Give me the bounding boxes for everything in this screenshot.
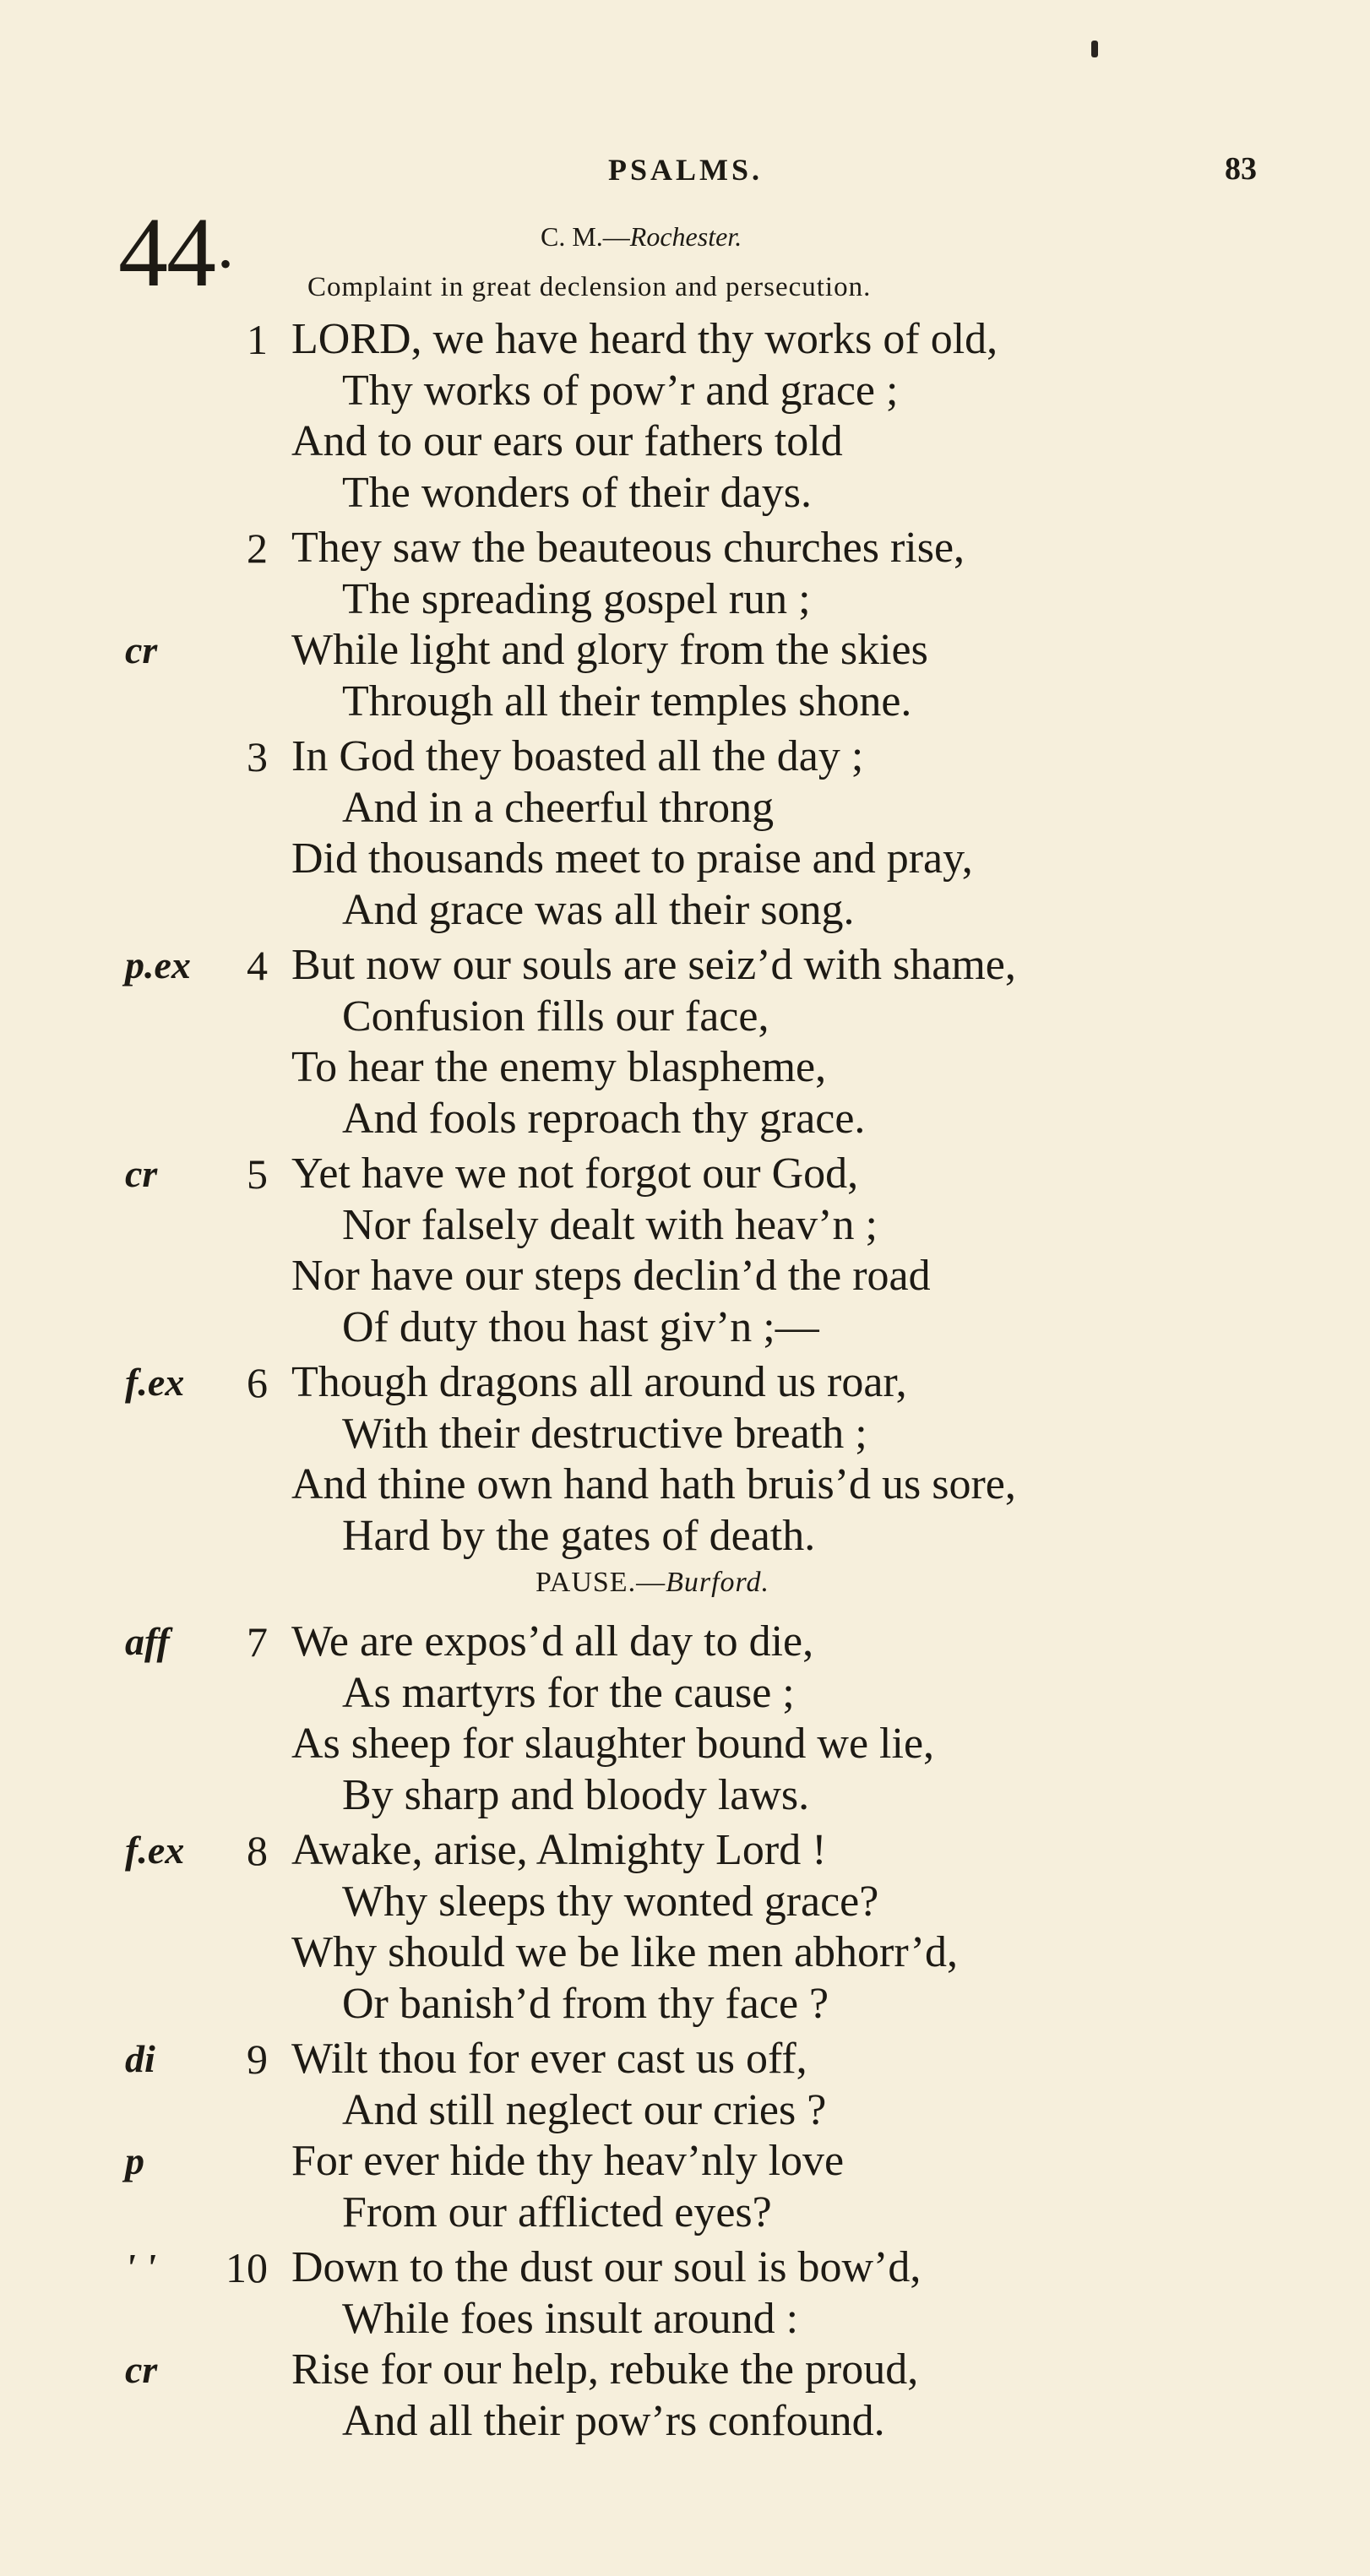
verse-line bbox=[0, 731, 1370, 782]
verse-text: Did thousands meet to praise and pray, bbox=[291, 834, 973, 883]
stanza-number: 5 bbox=[247, 1150, 268, 1198]
verse-line bbox=[0, 2242, 1370, 2293]
verse-text: Yet have we not forgot our God, bbox=[291, 1149, 859, 1198]
dynamic-mark: di bbox=[125, 2037, 155, 2080]
dynamic-mark: cr bbox=[125, 1152, 158, 1195]
stanza-number: 6 bbox=[247, 1359, 268, 1406]
verse-line bbox=[0, 1200, 1370, 1251]
dynamic-mark: f.ex bbox=[125, 1829, 185, 1872]
verse-line bbox=[0, 1409, 1370, 1459]
verse-line bbox=[0, 366, 1370, 416]
verse-line bbox=[0, 2345, 1370, 2395]
verse-text: They saw the beauteous churches rise, bbox=[291, 524, 965, 572]
verse-text: Through all their temples shone. bbox=[342, 677, 912, 726]
verse-text: And to our ears our fathers told bbox=[291, 417, 843, 465]
verse-line bbox=[0, 1979, 1370, 2030]
dynamic-mark: cr bbox=[125, 628, 158, 671]
verse-text: Why sleeps thy wonted grace? bbox=[342, 1877, 879, 1926]
verse-text: And fools reproach thy grace. bbox=[342, 1094, 866, 1143]
meter-line: C. M.—Rochester. bbox=[541, 221, 742, 252]
verse-line bbox=[0, 2136, 1370, 2187]
verse-line bbox=[0, 1149, 1370, 1199]
verse-line bbox=[0, 2187, 1370, 2238]
stanza-number: 7 bbox=[247, 1618, 268, 1666]
verse-line bbox=[0, 625, 1370, 676]
verse-line bbox=[0, 2294, 1370, 2345]
verse-line bbox=[0, 992, 1370, 1042]
stanza-number: 3 bbox=[247, 733, 268, 780]
verse-line bbox=[0, 468, 1370, 519]
stanza-number: 4 bbox=[247, 942, 268, 989]
verse-text: As sheep for slaughter bound we lie, bbox=[291, 1720, 935, 1768]
verse-text: And still neglect our cries ? bbox=[342, 2085, 827, 2134]
verse-line bbox=[0, 1251, 1370, 1302]
verse-text: LORD, we have heard thy works of old, bbox=[291, 315, 998, 363]
verse-line bbox=[0, 523, 1370, 573]
verse-text: But now our souls are seiz’d with shame, bbox=[291, 941, 1016, 989]
psalm-subject: Complaint in great declension and persecution. bbox=[307, 272, 872, 302]
verse-line bbox=[0, 940, 1370, 991]
verse-text: We are expos’d all day to die, bbox=[291, 1617, 814, 1666]
ink-speck bbox=[1091, 41, 1098, 57]
running-header-title: PSALMS. bbox=[608, 153, 764, 187]
meter: C. M. bbox=[541, 221, 603, 252]
dynamic-mark: f.ex bbox=[125, 1361, 185, 1404]
dynamic-mark: p bbox=[125, 2139, 144, 2182]
verse-line bbox=[0, 885, 1370, 936]
verse-text: In God they boasted all the day ; bbox=[291, 732, 864, 780]
verse-line bbox=[0, 1094, 1370, 1144]
verse-text: And all their pow’rs confound. bbox=[342, 2396, 885, 2445]
psalm-number-text: 44 bbox=[118, 197, 215, 307]
dynamic-mark: aff bbox=[125, 1620, 170, 1663]
stanza-number: 8 bbox=[247, 1827, 268, 1874]
verse-text: And in a cheerful throng bbox=[342, 783, 775, 832]
verse-text: Confusion fills our face, bbox=[342, 992, 769, 1041]
verse-line bbox=[0, 1927, 1370, 1978]
verse-line bbox=[0, 1877, 1370, 1927]
stanza-number: 10 bbox=[226, 2244, 268, 2291]
verse-text: Of duty thou hast giv’n ;— bbox=[342, 1302, 819, 1351]
verse-text: For ever hide thy heav’nly love bbox=[291, 2137, 845, 2185]
verse-text: Why should we be like men abhorr’d, bbox=[291, 1928, 958, 1976]
verse-line bbox=[0, 1825, 1370, 1876]
pause-line: PAUSE.—Burford. bbox=[535, 1567, 769, 1598]
verse-text: Down to the dust our soul is bow’d, bbox=[291, 2243, 921, 2291]
verse-line bbox=[0, 1357, 1370, 1408]
verse-line bbox=[0, 1459, 1370, 1510]
verse-line bbox=[0, 2034, 1370, 2084]
verse-line bbox=[0, 416, 1370, 467]
verse-text: Rise for our help, rebuke the proud, bbox=[291, 2345, 919, 2394]
dynamic-mark: cr bbox=[125, 2348, 158, 2391]
verse-line bbox=[0, 1302, 1370, 1353]
verse-text: While light and glory from the skies bbox=[291, 626, 928, 674]
verse-line bbox=[0, 677, 1370, 727]
verse-text: As martyrs for the cause ; bbox=[342, 1668, 795, 1717]
verse-line bbox=[0, 1770, 1370, 1821]
stanza-number: 2 bbox=[247, 524, 268, 572]
dynamic-mark: ' ' bbox=[125, 2246, 157, 2289]
tune-name: Rochester. bbox=[629, 221, 742, 252]
pause-label: PAUSE. bbox=[535, 1567, 637, 1598]
verse-text: Nor falsely dealt with heav’n ; bbox=[342, 1200, 878, 1249]
verse-text: And thine own hand hath bruis’d us sore, bbox=[291, 1460, 1016, 1508]
verse-text: And grace was all their song. bbox=[342, 885, 855, 934]
verse-text: The spreading gospel run ; bbox=[342, 574, 811, 623]
verse-text: With their destructive breath ; bbox=[342, 1409, 867, 1458]
page-number: 83 bbox=[1225, 151, 1257, 187]
dynamic-mark: p.ex bbox=[125, 943, 191, 986]
verse-text: While foes insult around : bbox=[342, 2294, 799, 2343]
verse-line bbox=[0, 2085, 1370, 2136]
verse-text: The wonders of their days. bbox=[342, 468, 812, 517]
verse-line bbox=[0, 1042, 1370, 1093]
verse-line bbox=[0, 1719, 1370, 1769]
verse-text: Awake, arise, Almighty Lord ! bbox=[291, 1826, 827, 1874]
verse-line bbox=[0, 1668, 1370, 1719]
verse-text: Thy works of pow’r and grace ; bbox=[342, 366, 899, 415]
pause-tune: Burford. bbox=[666, 1567, 769, 1598]
verse-text: Or banish’d from thy face ? bbox=[342, 1979, 829, 2028]
stanza-number: 9 bbox=[247, 2035, 268, 2083]
verse-text: Wilt thou for ever cast us off, bbox=[291, 2035, 807, 2083]
verse-text: By sharp and bloody laws. bbox=[342, 1770, 810, 1819]
verse-line bbox=[0, 314, 1370, 365]
verse-line bbox=[0, 1617, 1370, 1667]
stanza-number: 1 bbox=[247, 316, 268, 363]
verse-line bbox=[0, 574, 1370, 625]
verse-text: Nor have our steps declin’d the road bbox=[291, 1252, 931, 1300]
verse-text: Though dragons all around us roar, bbox=[291, 1358, 907, 1406]
psalm-number: 44 • bbox=[118, 197, 231, 307]
verse-line bbox=[0, 783, 1370, 834]
verse-line bbox=[0, 2396, 1370, 2447]
verse-text: To hear the enemy blaspheme, bbox=[291, 1043, 827, 1091]
verse-text: Hard by the gates of death. bbox=[342, 1511, 816, 1560]
verse-line bbox=[0, 1511, 1370, 1562]
verse-line bbox=[0, 834, 1370, 884]
verse-text: From our afflicted eyes? bbox=[342, 2187, 772, 2236]
